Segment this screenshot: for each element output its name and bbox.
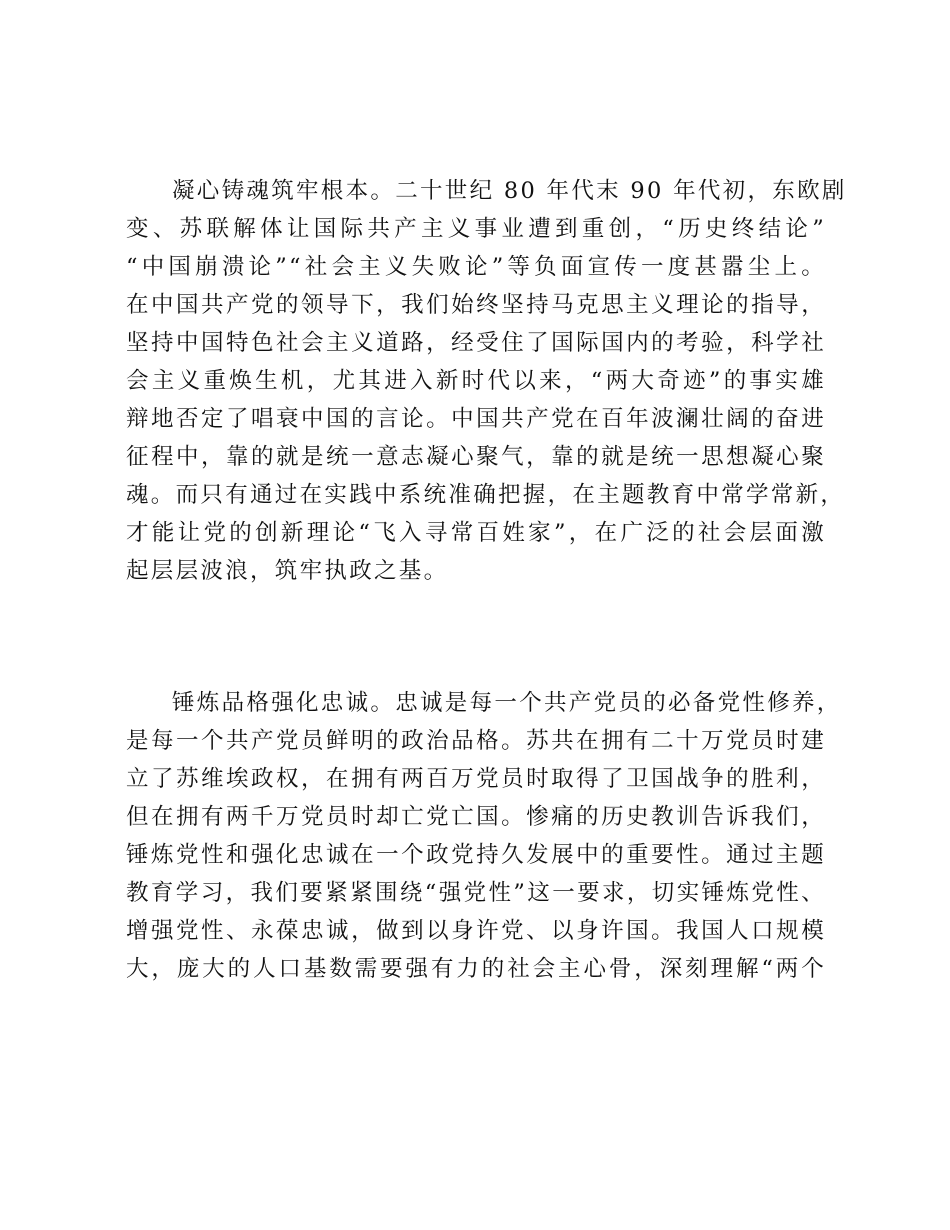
paragraph-line: 大，庞大的人口基数需要强有力的社会主心骨，深刻理解“两个 — [126, 956, 826, 982]
paragraph-line: 立了苏维埃政权，在拥有两百万党员时取得了卫国战争的胜利， — [126, 766, 826, 792]
paragraph-line: 锤炼品格强化忠诚。忠诚是每一个共产党员的必备党性修养， — [172, 690, 842, 716]
paragraph-line: 锤炼党性和强化忠诚在一个政党持久发展中的重要性。通过主题 — [126, 842, 826, 868]
paragraph-loyalty — [126, 684, 842, 988]
paragraph-line: 坚持中国特色社会主义道路，经受住了国际国内的考验，科学社 — [126, 330, 826, 356]
paragraph-line: 增强党性、永葆忠诚，做到以身许党、以身许国。我国人口规模 — [126, 918, 826, 944]
paragraph-line: 凝心铸魂筑牢根本。二十世纪 80 年代末 90 年代初，东欧剧 — [172, 178, 847, 204]
paragraph-line: 才能让党的创新理论“飞入寻常百姓家”，在广泛的社会层面激 — [126, 520, 826, 546]
paragraph-line: 教育学习，我们要紧紧围绕“强党性”这一要求，切实锤炼党性、 — [126, 880, 826, 906]
paragraph-line: “中国崩溃论”“社会主义失败论”等负面宣传一度甚嚣尘上。 — [126, 254, 826, 280]
paragraph-line: 在中国共产党的领导下，我们始终坚持马克思主义理论的指导， — [126, 292, 826, 318]
paragraph-line: 变、苏联解体让国际共产主义事业遭到重创，“历史终结论” — [126, 216, 826, 242]
paragraph-line: 但在拥有两千万党员时却亡党亡国。惨痛的历史教训告诉我们， — [126, 804, 826, 830]
paragraph-line: 起层层波浪，筑牢执政之基。 — [126, 558, 449, 584]
paragraph-line: 魂。而只有通过在实践中系统准确把握，在主题教育中常学常新， — [126, 482, 846, 508]
paragraph-ideological-foundation — [126, 172, 847, 590]
paragraph-line: 征程中，靠的就是统一意志凝心聚气，靠的就是统一思想凝心聚 — [126, 444, 826, 470]
paragraph-line: 辩地否定了唱衰中国的言论。中国共产党在百年波澜壮阔的奋进 — [126, 406, 826, 432]
paragraph-line: 会主义重焕生机，尤其进入新时代以来，“两大奇迹”的事实雄 — [126, 368, 826, 394]
paragraph-line: 是每一个共产党员鲜明的政治品格。苏共在拥有二十万党员时建 — [126, 728, 826, 754]
